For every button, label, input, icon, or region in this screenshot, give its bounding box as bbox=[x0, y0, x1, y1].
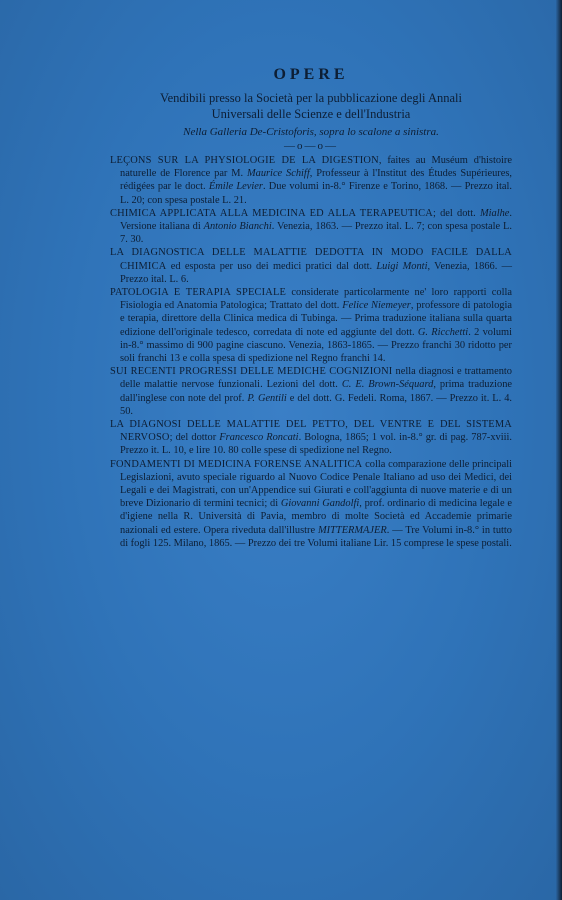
entry-text: ; del dottor bbox=[169, 432, 220, 444]
entry-name: Mialhe bbox=[479, 207, 510, 219]
entry-text: . 2 volumi in-8.° massimo di 900 pagine ciascuno. Venezia, 1863-1865. — Prezzo franchi 30 ridotto per soli franchi 13 e colla spesa di spedizione nel Regno franchi 14. bbox=[120, 326, 513, 365]
entry-name: Luigi Monti bbox=[376, 260, 428, 272]
book-entry bbox=[110, 418, 512, 458]
book-entry bbox=[110, 286, 512, 365]
entry-text: . — Tre Volumi in-8.° in tutto di fogli 125. Milano, 1865. — Prezzo dei tre Volumi italiane Lir. 15 comprese le spese postali. bbox=[120, 524, 512, 549]
book-entry bbox=[110, 246, 512, 286]
entry-name: Felice Niemeyer bbox=[342, 300, 411, 312]
location-note: Nella Galleria De-Cristoforis, sopra lo scalone a sinistra. bbox=[183, 126, 439, 138]
book-entry bbox=[110, 365, 512, 418]
book-entry bbox=[110, 154, 512, 207]
page-title: OPERE bbox=[273, 66, 349, 83]
entry-text: ed esposta per uso dei medici pratici dal dott. bbox=[166, 260, 377, 272]
subtitle-line-2: Universali delle Scienze e dell'Industria bbox=[211, 107, 411, 121]
book-title: FONDAMENTI DI MEDICINA FORENSE ANALITICA bbox=[110, 458, 363, 470]
entry-text: . Venezia, 1863. — Prezzo ital. L. 7; con spesa postale L. 7. 30. bbox=[120, 221, 512, 246]
entry-name: Francesco Roncati bbox=[219, 432, 299, 444]
entry-text: , prof. ordinario di medicina legale e d'igiene nella R. Università di Pavia, membro di molte Società ed Accademie primarie nazionali ed estere. Opera riveduta dall'illustre bbox=[120, 498, 512, 536]
entry-text: , faites au Muséum d'histoire naturelle de Florence par M. bbox=[120, 155, 512, 180]
entry-name: G. Ricchetti bbox=[417, 326, 469, 338]
entry-text: , Venezia, 1866. — Prezzo ital. L. 6. bbox=[120, 260, 512, 285]
entry-name: C. E. Brown-Séquard bbox=[341, 379, 434, 391]
entry-name: Antonio Bianchi bbox=[203, 221, 272, 233]
subtitle-line-1: Vendibili presso la Società per la pubblicazione degli Annali bbox=[159, 91, 462, 105]
entry-text: , prima traduzione dall'inglese con note del prof. bbox=[120, 379, 512, 404]
entry-text: ; del dott. bbox=[433, 207, 480, 219]
book-title: CHIMICA APPLICATA ALLA MEDICINA ED ALLA TERAPEUTICA bbox=[110, 207, 434, 219]
entry-text: , Professeur à l'Institut des Études Supérieures, rédigées par le doct. bbox=[120, 168, 512, 193]
entry-text: e del dott. G. Fedeli. Roma, 1867. — Prezzo it. L. 4. 50. bbox=[120, 392, 513, 417]
entry-text: . Bologna, 1865; 1 vol. in-8.° gr. di pag. 787-xviii. Prezzo it. L. 10, e lire 10. 80 colle spese di spedizione nel Regno. bbox=[120, 432, 512, 457]
entry-name: Émile Levier bbox=[208, 181, 263, 193]
book-title: LA DIAGNOSTICA DELLE MALATTIE DEDOTTA IN MODO FACILE DALLA CHIMICA bbox=[110, 247, 512, 272]
entry-text: . Versione italiana di bbox=[120, 207, 513, 233]
page-edge bbox=[556, 0, 562, 900]
entry-name: Maurice Schiff bbox=[246, 168, 310, 180]
book-list bbox=[110, 154, 512, 550]
book-entry bbox=[110, 458, 512, 550]
entry-name: MITTERMAJER bbox=[318, 524, 387, 536]
book-title: SUI RECENTI PROGRESSI DELLE MEDICHE COGNIZIONI bbox=[110, 366, 393, 378]
entry-name: P. Gentili bbox=[247, 392, 287, 404]
book-title: PATOLOGIA E TERAPIA SPECIALE bbox=[110, 287, 287, 299]
page-content bbox=[110, 66, 512, 550]
separator: —o—o— bbox=[284, 140, 338, 152]
entry-name: Giovanni Gandolfi bbox=[280, 498, 360, 510]
book-entry bbox=[110, 207, 512, 247]
entry-text: nella diagnosi e trattamento delle malattie nervose funzionali. Lezioni del dott. bbox=[120, 366, 512, 391]
entry-text: , professore di patologia e terapia, direttore della Clinica medica di Tubinga. — Prima traduzione italiana sulla quarta edizione dell'originale tedesco, corredata di note ed aggiunte del dott. bbox=[120, 300, 512, 338]
entry-text: colla comparazione delle principali Legislazioni, avuto speciale riguardo al Nuovo Codice Penale Italiano ad uso dei Medici, dei Legali e dei Magistrati, con un'Appendice sui Giurati e coll'aggiunta di nuove materie e di un breve Dizionario di termini tecnici; di bbox=[120, 458, 512, 510]
book-title: LEÇONS SUR LA PHYSIOLOGIE DE LA DIGESTION bbox=[110, 155, 379, 166]
entry-text: . Due volumi in-8.° Firenze e Torino, 1868. — Prezzo ital. L. 20; con spesa postale L. 21. bbox=[120, 181, 512, 206]
entry-text: considerate particolarmente ne' loro rapporti colla Fisiologia ed Anatomia Patologica; Trattato del dott. bbox=[120, 287, 512, 312]
book-title: LA DIAGNOSI DELLE MALATTIE DEL PETTO, DEL VENTRE E DEL SISTEMA NERVOSO bbox=[110, 419, 512, 444]
